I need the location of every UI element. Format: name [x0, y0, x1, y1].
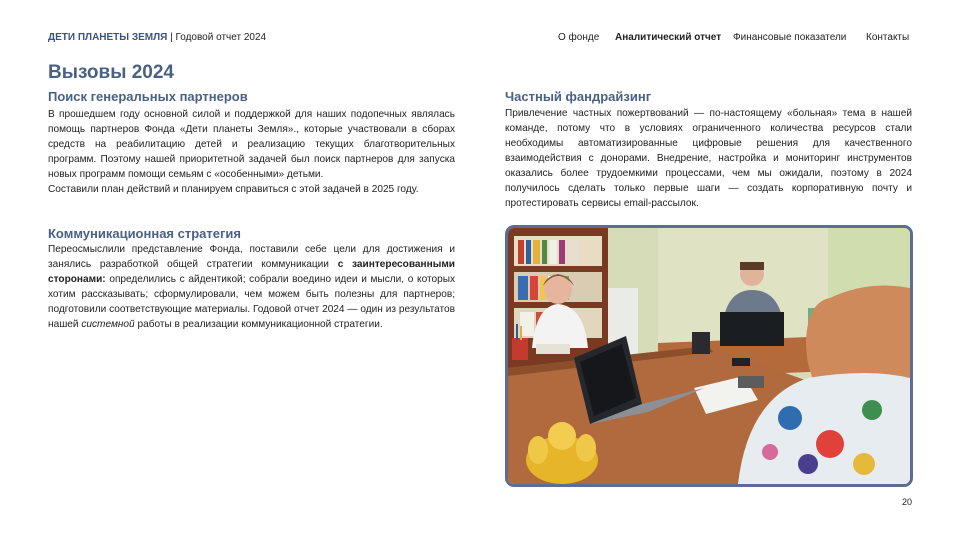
header-separator: |	[167, 32, 176, 43]
photo-illustration	[508, 228, 910, 484]
communication-text-part-3: работы в реализации коммуникационной стратегии.	[134, 319, 383, 330]
partners-text	[48, 107, 455, 197]
section-title-communication: Коммуникационная стратегия	[48, 226, 241, 241]
team-meeting-photo	[505, 225, 913, 487]
communication-text	[48, 242, 455, 332]
fundraising-text: Привлечение частных пожертвований — по-настоящему «больная» тема в нашей команде, потому что в условиях ограниченного количества ресурсов стали необходимы автоматизированные цифровые решения для качественного взаимодействия с донорами. Внедрение, настройка и мониторинг инструментов оказались более трудоемкими процессами, чем мы ожидали, поэтому в 2024 получилось сделать только первые шаги — создать корпоративную почту и протестировать сервисы email-рассылок.	[505, 108, 912, 209]
header-brand	[48, 32, 266, 43]
partners-paragraph-2: Составили план действий и планируем справиться с этой задачей в 2025 году.	[48, 184, 419, 195]
page-number: 20	[901, 497, 912, 507]
report-name: Годовой отчет 2024	[175, 32, 267, 43]
partners-paragraph-1: В прошедшем году основной силой и поддержкой для наших подопечных являлась помощь партнеров Фонда «Дети планеты Земля»., которые участвовали в сборах средств на реабилитацию детей и реализацию текущих благотворительных программ. Поэтому нашей приоритетной задачей был поиск партнеров для запуска новых программ помощи семьям с «особенными» детьми.	[48, 109, 455, 180]
communication-text-part-1: Переосмыслили представление Фонда, поставили себе цели для достижения и занялись разработкой общей стратегии коммуникации	[48, 244, 455, 270]
nav-link-about[interactable]: О фонде	[558, 32, 600, 43]
communication-text-italic: системной	[81, 319, 135, 330]
nav-link-finance[interactable]: Финансовые показатели	[733, 32, 847, 43]
nav-link-contacts[interactable]: Контакты	[866, 32, 910, 43]
communication-text-part-2: определились с айдентикой; собрали воедино идеи и мысли, о которых хотим рассказывать; сформулировали, чем можем быть полезны для партнеров; подготовили соответствующие материалы. Годовой отчет 2024 — один из результатов нашей	[48, 274, 455, 330]
org-name: ДЕТИ ПЛАНЕТЫ ЗЕМЛЯ	[48, 32, 168, 43]
page-title: Вызовы 2024	[48, 62, 174, 83]
section-title-partners: Поиск генеральных партнеров	[48, 89, 248, 104]
section-title-fundraising: Частный фандрайзинг	[505, 89, 652, 104]
communication-text-bold: с заинтересованными сторонами:	[48, 259, 455, 285]
nav-link-analytics[interactable]: Аналитический отчет	[615, 32, 722, 43]
